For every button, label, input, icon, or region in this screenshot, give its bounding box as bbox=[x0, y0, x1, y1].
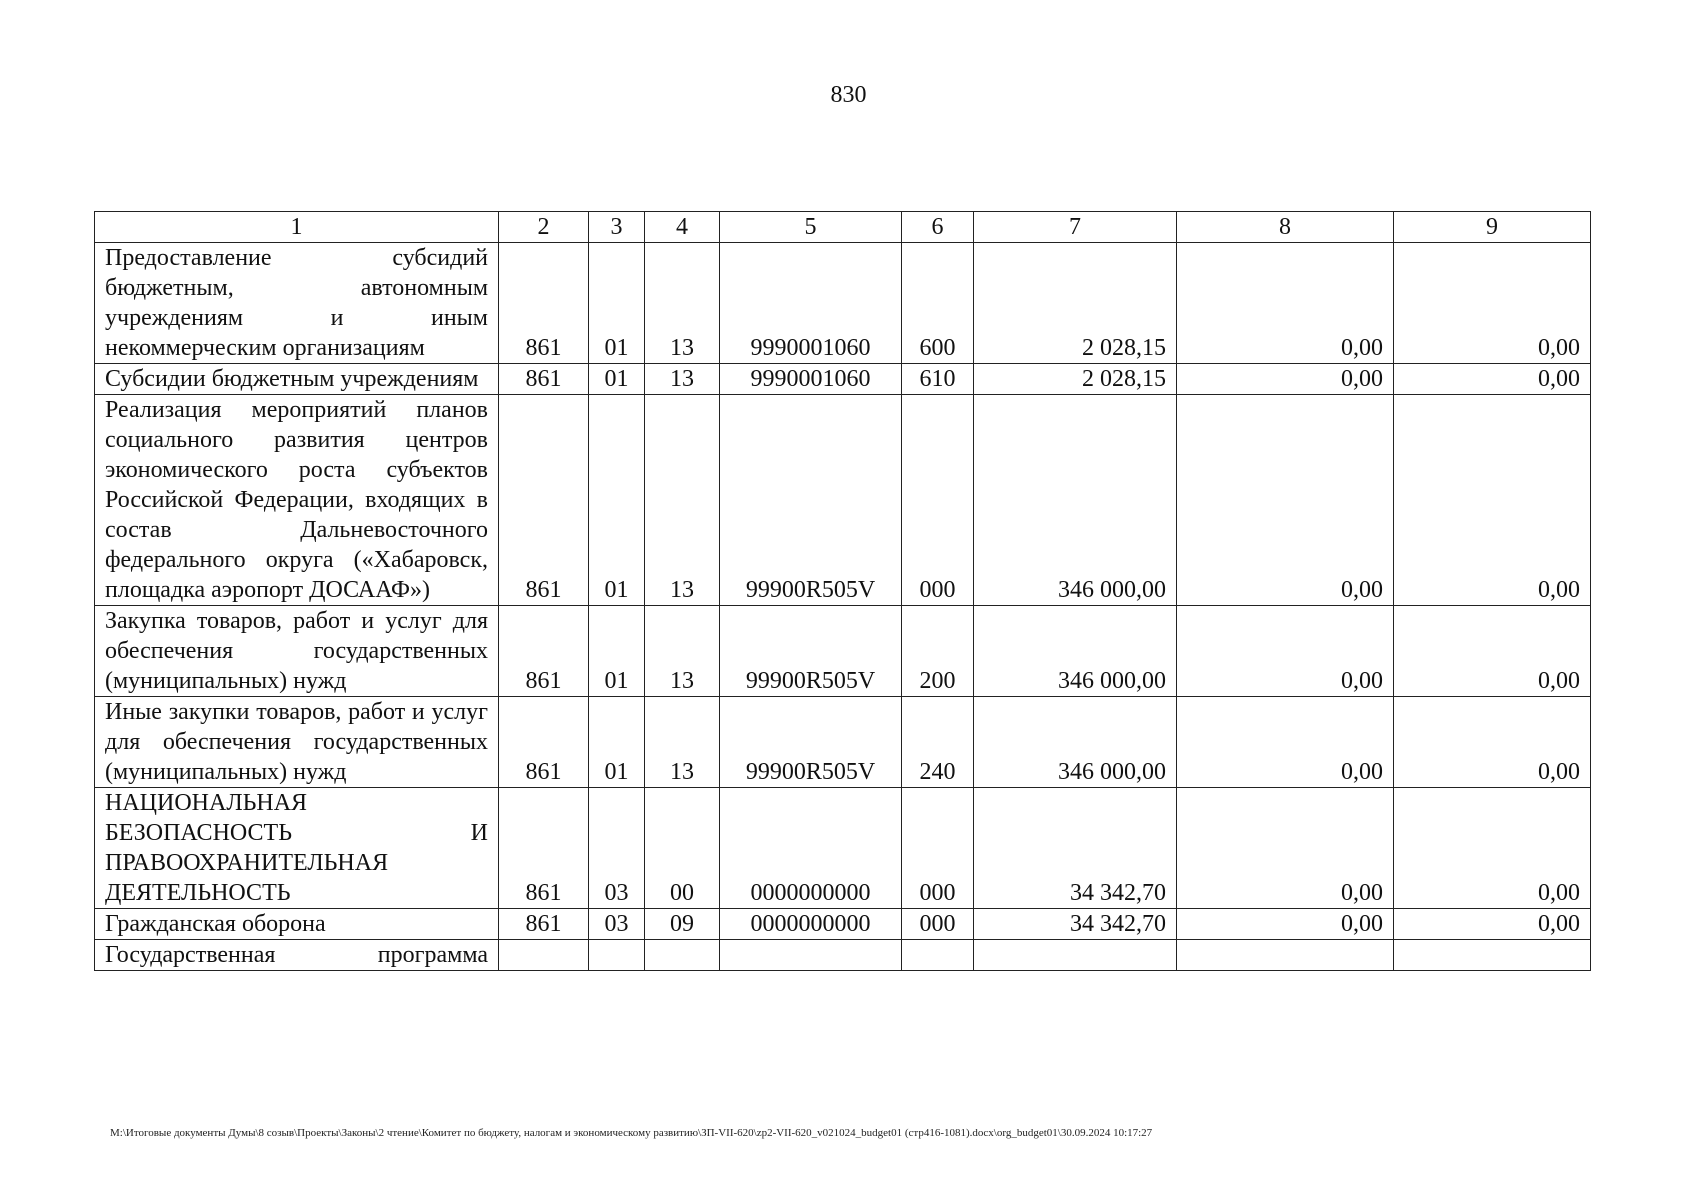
cell-amount: 0,00 bbox=[1394, 364, 1591, 395]
column-header: 8 bbox=[1177, 212, 1394, 243]
cell-target-article: 99900R505V bbox=[720, 606, 902, 697]
cell-target-article: 9990001060 bbox=[720, 364, 902, 395]
cell-admin-code: 861 bbox=[499, 395, 589, 606]
cell-amount: 34 342,70 bbox=[974, 788, 1177, 909]
cell-amount: 0,00 bbox=[1177, 909, 1394, 940]
header-row bbox=[95, 212, 1591, 243]
cell-section: 03 bbox=[589, 909, 645, 940]
cell-admin-code: 861 bbox=[499, 909, 589, 940]
row-name: Государственная программа bbox=[95, 940, 499, 971]
cell-target-article: 0000000000 bbox=[720, 788, 902, 909]
cell-subsection: 13 bbox=[645, 697, 720, 788]
column-header: 4 bbox=[645, 212, 720, 243]
cell-expense-type: 000 bbox=[902, 788, 974, 909]
table-row bbox=[95, 395, 1591, 606]
cell-section: 03 bbox=[589, 788, 645, 909]
column-header: 1 bbox=[95, 212, 499, 243]
table-row bbox=[95, 243, 1591, 364]
cell-expense-type: 600 bbox=[902, 243, 974, 364]
cell-expense-type: 200 bbox=[902, 606, 974, 697]
cell-section: 01 bbox=[589, 243, 645, 364]
cell-amount: 0,00 bbox=[1394, 788, 1591, 909]
column-header: 2 bbox=[499, 212, 589, 243]
column-header: 5 bbox=[720, 212, 902, 243]
cell-amount bbox=[1394, 940, 1591, 971]
page-number: 830 bbox=[830, 82, 867, 108]
cell-amount: 346 000,00 bbox=[974, 697, 1177, 788]
column-header: 6 bbox=[902, 212, 974, 243]
row-name: Гражданская оборона bbox=[95, 909, 499, 940]
cell-amount: 0,00 bbox=[1177, 364, 1394, 395]
column-header: 9 bbox=[1394, 212, 1591, 243]
cell-amount: 0,00 bbox=[1177, 395, 1394, 606]
cell-subsection: 13 bbox=[645, 364, 720, 395]
cell-amount: 0,00 bbox=[1394, 395, 1591, 606]
cell-expense-type bbox=[902, 940, 974, 971]
row-name: Реализация мероприятий планов социального развития центров экономического роста субъектов Российской Федерации, входящих в состав Дальневосточного федерального округа («Хабаровск, площадка аэропорт ДОСААФ») bbox=[95, 395, 499, 606]
table-row bbox=[95, 940, 1591, 971]
cell-amount: 34 342,70 bbox=[974, 909, 1177, 940]
cell-target-article bbox=[720, 940, 902, 971]
cell-amount: 0,00 bbox=[1177, 788, 1394, 909]
cell-expense-type: 240 bbox=[902, 697, 974, 788]
cell-subsection: 13 bbox=[645, 243, 720, 364]
cell-expense-type: 000 bbox=[902, 909, 974, 940]
cell-amount: 346 000,00 bbox=[974, 395, 1177, 606]
row-name: Предоставление субсидий бюджетным, автономным учреждениям и иным некоммерческим организациям bbox=[95, 243, 499, 364]
table-row bbox=[95, 909, 1591, 940]
cell-subsection bbox=[645, 940, 720, 971]
cell-target-article: 9990001060 bbox=[720, 243, 902, 364]
cell-admin-code bbox=[499, 940, 589, 971]
cell-admin-code: 861 bbox=[499, 788, 589, 909]
cell-amount bbox=[1177, 940, 1394, 971]
table-row bbox=[95, 788, 1591, 909]
row-name: Иные закупки товаров, работ и услуг для обеспечения государственных (муниципальных) нужд bbox=[95, 697, 499, 788]
cell-amount: 2 028,15 bbox=[974, 364, 1177, 395]
cell-admin-code: 861 bbox=[499, 364, 589, 395]
cell-subsection: 13 bbox=[645, 606, 720, 697]
cell-target-article: 0000000000 bbox=[720, 909, 902, 940]
row-name: НАЦИОНАЛЬНАЯ БЕЗОПАСНОСТЬ И ПРАВООХРАНИТЕЛЬНАЯ ДЕЯТЕЛЬНОСТЬ bbox=[95, 788, 499, 909]
cell-section: 01 bbox=[589, 364, 645, 395]
cell-admin-code: 861 bbox=[499, 606, 589, 697]
cell-target-article: 99900R505V bbox=[720, 697, 902, 788]
cell-subsection: 13 bbox=[645, 395, 720, 606]
cell-section: 01 bbox=[589, 697, 645, 788]
cell-amount: 346 000,00 bbox=[974, 606, 1177, 697]
table-row bbox=[95, 364, 1591, 395]
cell-amount: 0,00 bbox=[1394, 606, 1591, 697]
cell-amount: 0,00 bbox=[1177, 243, 1394, 364]
cell-amount: 0,00 bbox=[1177, 606, 1394, 697]
column-header: 3 bbox=[589, 212, 645, 243]
cell-amount: 0,00 bbox=[1394, 243, 1591, 364]
cell-amount: 0,00 bbox=[1394, 909, 1591, 940]
row-name: Закупка товаров, работ и услуг для обеспечения государственных (муниципальных) нужд bbox=[95, 606, 499, 697]
cell-admin-code: 861 bbox=[499, 243, 589, 364]
cell-admin-code: 861 bbox=[499, 697, 589, 788]
cell-expense-type: 000 bbox=[902, 395, 974, 606]
cell-subsection: 09 bbox=[645, 909, 720, 940]
cell-section: 01 bbox=[589, 606, 645, 697]
column-header: 7 bbox=[974, 212, 1177, 243]
cell-section bbox=[589, 940, 645, 971]
table-row bbox=[95, 697, 1591, 788]
table-row bbox=[95, 606, 1591, 697]
cell-amount bbox=[974, 940, 1177, 971]
cell-target-article: 99900R505V bbox=[720, 395, 902, 606]
cell-subsection: 00 bbox=[645, 788, 720, 909]
document-file-path: M:\Итоговые документы Думы\8 созыв\Проекты\Законы\2 чтение\Комитет по бюджету, налогам и экономическому развитию\ЗП-VII-620\zp2-VII-620_v021024_budget01 (стр416-1081).docx\org_budget01\30.09.2024 10:17:27 bbox=[110, 1127, 1153, 1139]
cell-amount: 0,00 bbox=[1177, 697, 1394, 788]
cell-amount: 2 028,15 bbox=[974, 243, 1177, 364]
cell-section: 01 bbox=[589, 395, 645, 606]
cell-expense-type: 610 bbox=[902, 364, 974, 395]
row-name: Субсидии бюджетным учреждениям bbox=[95, 364, 499, 395]
cell-amount: 0,00 bbox=[1394, 697, 1591, 788]
budget-table bbox=[94, 211, 1591, 971]
